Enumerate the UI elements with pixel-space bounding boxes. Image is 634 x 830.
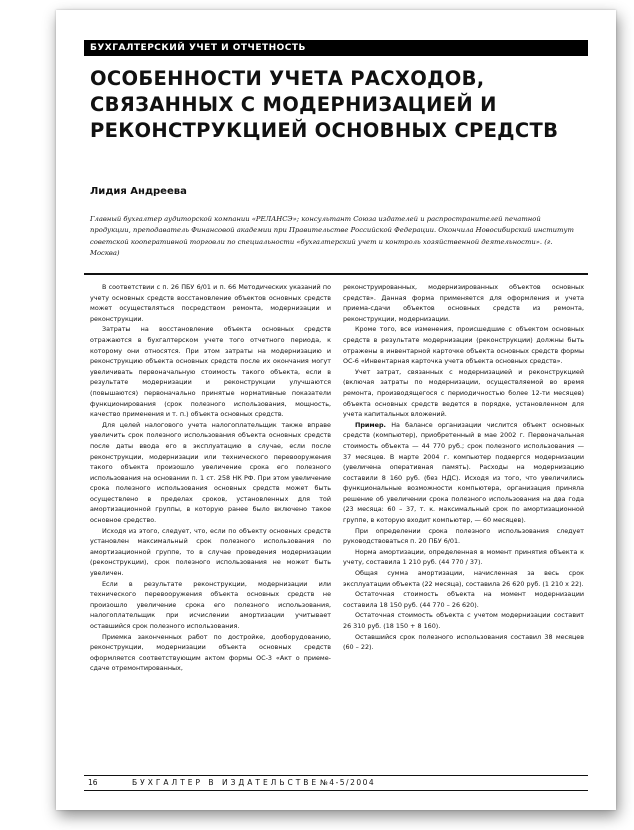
article-title: ОСОБЕННОСТИ УЧЕТА РАСХОДОВ, СВЯЗАННЫХ С МОДЕРНИЗАЦИЕЙ И РЕКОНСТРУКЦИЕЙ ОСНОВНЫХ СРЕДСТВ: [90, 67, 559, 142]
paragraph: Затраты на восстановление объекта основных средств отражаются в бухгалтерском учете того отчетного периода, к которому они относятся. При этом затраты на модернизацию и реконструкцию объекта основных средств после их окончания могут увеличивать первоначальную стоимость такого объекта, если в результате модернизации и реконструкции улучшаются (повышаются) первоначально принятые нормативные показатели функционирования (срок полезного использования, мощность, качество применения и т. п.) объекта основных средств.: [90, 325, 331, 419]
left-column: [90, 282, 331, 674]
section-rubric: БУХГАЛТЕРСКИЙ УЧЕТ И ОТЧЕТНОСТЬ: [84, 40, 588, 56]
paragraph: В соответствии с п. 26 ПБУ 6/01 и п. 66 Методических указаний по учету основных средств восстановление объектов основных средств может осуществляться посредством ремонта, модернизации и реконструкции.: [90, 283, 331, 323]
paragraph: Остаточная стоимость объекта на момент модернизации составила 18 150 руб. (44 770 – 26 620).: [343, 590, 584, 609]
paragraph: Общая сумма амортизации, начисленная за весь срок эксплуатации объекта (22 месяца), составила 26 620 руб. (1 210 х 22).: [343, 569, 584, 588]
paragraph: Исходя из этого, следует, что, если по объекту основных средств установлен максимальный срок полезного использования по амортизационной группе, то в случае проведения модернизации (реконструкции), срок полезного использования не может быть увеличен.: [90, 526, 331, 578]
paragraph: Кроме того, все изменения, происшедшие с объектом основных средств в результате модернизации (реконструкции) должны быть отражены в инвентарной карточке объекта основных средств формы ОС-6 «Инвентарная карточка учета объекта основных средств».: [343, 325, 584, 366]
paragraph: Учет затрат, связанных с модернизацией и реконструкцией (включая затраты по модернизации, осуществляемой во время ремонта, производящегося с периодичностью более 12-ти месяцев) объекта основных средств ведется в порядке, установленном для учета капитальных вложений.: [343, 367, 584, 419]
example-text: На балансе организации числится объект основных средств (компьютер), приобретенный в мае 2002 г. Первоначальная стоимость объекта — 44 770 руб.; срок полезного использования — 37 месяцев. В марте 2004 г. компьютер подвергся модернизации (увеличена оперативная память). Расходы на модернизацию составили 8 160 руб. (без НДС). Исходя из того, что увеличились функциональные возможности компьютера, организация приняла решение об увеличении срока полезного использования на два года (23 месяца: 60 – 37, т. к. максимальный срок по амортизационной группе, в которую входит компьютер, — 60 месяцев).: [343, 420, 584, 525]
article-author: Лидия Андреева: [90, 186, 187, 197]
right-column: [343, 282, 584, 653]
paragraph: Для целей налогового учета налогоплательщик также вправе увеличить срок полезного использования объекта основных средств после даты ввода его в эксплуатацию в случае, если после реконструкции, модернизации или технического перевооружения такого объекта произошло увеличение срока его полезного использования на основании п. 1 ст. 258 НК РФ. При этом увеличение срока полезного использования основных средств может быть осуществлено в пределах сроков, установленных для той амортизационной группы, в которую ранее было включено такое основное средство.: [90, 420, 331, 525]
paragraph: Остаточная стоимость объекта с учетом модернизации составит 26 310 руб. (18 150 + 8 160).: [343, 611, 584, 630]
page-footer: [84, 775, 588, 791]
author-bio: Главный бухгалтер аудиторской компании «РЕЛАНСЭ»; консультант Союза издателей и распространителей печатной продукции, преподаватель Финансовой академии при Правительстве Российской Федерации. Окончила Новосибирский институт советской кооперативной торговли по специальности «бухгалтерский учет и контроль хозяйственной деятельности». (г. Москва): [90, 215, 574, 257]
paragraph: Приемка законченных работ по достройке, дооборудованию, реконструкции, модернизации объекта основных средств оформляется соответствующим актом формы ОС-3 «Акт о приеме-сдаче отремонтированных,: [90, 632, 331, 673]
paragraph: Если в результате реконструкции, модернизации или технического перевооружения объекта основных средств не произошло увеличение срока его полезного использования, налогоплательщик при исчислении амортизации учитывает оставшийся срок полезного использования.: [90, 579, 331, 630]
example-paragraph: [343, 420, 584, 526]
paragraph: реконструированных, модернизированных объектов основных средств». Данная форма применяется для оформления и учета приема-сдачи объектов основных средств из ремонта, реконструкции, модернизации.: [343, 283, 584, 323]
paragraph: Оставшийся срок полезного использования составил 38 месяцев (60 – 22).: [343, 632, 584, 652]
header-divider: [84, 273, 588, 275]
example-label: Пример.: [355, 420, 386, 429]
paragraph: При определении срока полезного использования следует руководствоваться п. 20 ПБУ 6/01.: [343, 526, 584, 546]
paragraph: Норма амортизации, определенная в момент принятия объекта к учету, составила 1 210 руб. (44 770 / 37).: [343, 547, 584, 567]
document-page: [56, 10, 616, 810]
issue-number: №4-5/2004: [320, 777, 376, 787]
page-number: 16: [88, 777, 98, 787]
magazine-name: БУХГАЛТЕР В ИЗДАТЕЛЬСТВЕ: [132, 777, 320, 787]
